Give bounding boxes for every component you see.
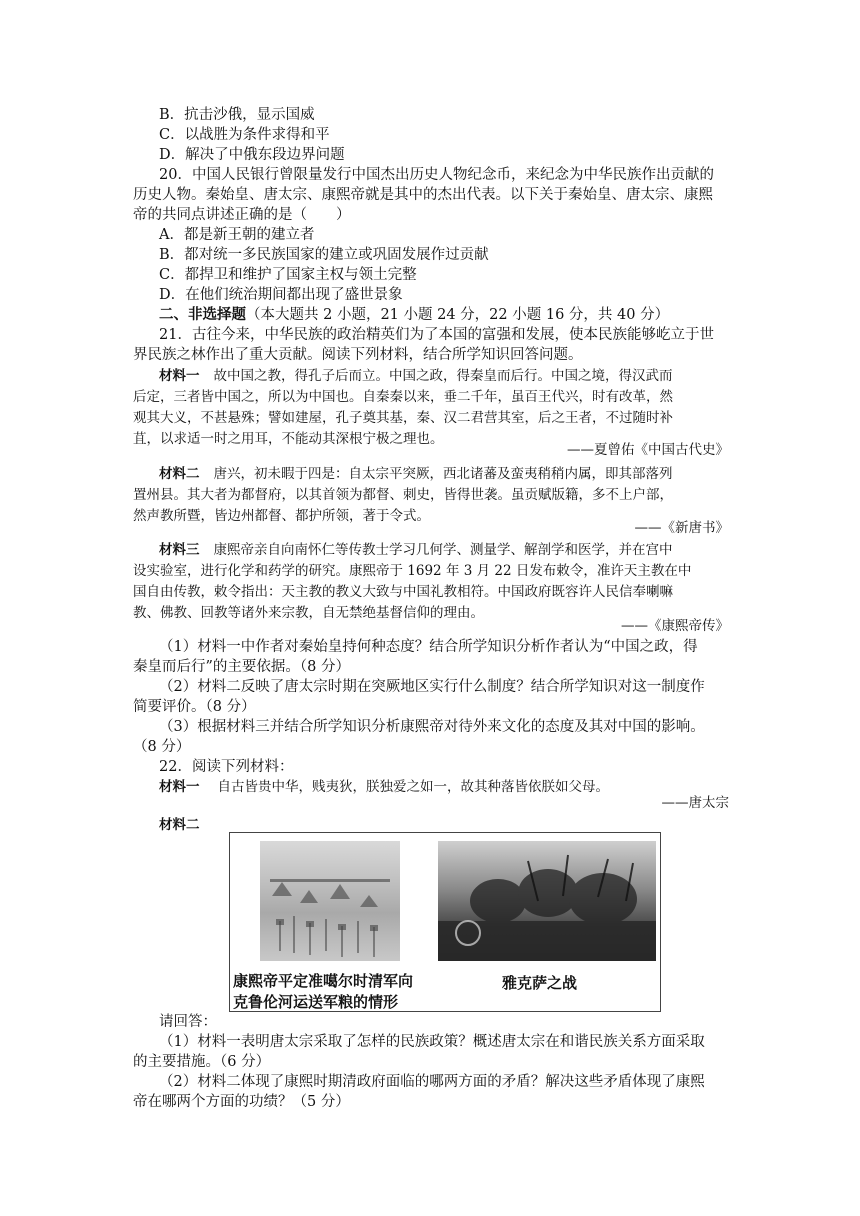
q21-material2-text: 然声教所暨，皆边州都督、都护所领，著于令式。 [133, 508, 430, 524]
q20-option-c: C．都捍卫和维护了国家主权与领土完整 [159, 267, 417, 283]
caption-grain-transport-line: 克鲁伦河运送军粮的情形 [233, 993, 399, 1011]
q21-question-1: 秦皇而后行”的主要依据。（8 分） [133, 659, 350, 675]
q20-option-a: A．都是新王朝的建立者 [159, 227, 315, 243]
q21-material2-label: 材料二 [159, 466, 200, 482]
q21-question-1: （1）材料一中作者对秦始皇持何种态度？结合所学知识分析作者认为“中国之政，得 [159, 639, 698, 655]
q21-stem-line: 界民族之林作出了重大贡献。阅读下列材料，结合所学知识回答问题。 [133, 347, 583, 363]
q21-material2-line [159, 464, 755, 484]
q22-question-1: （1）材料一表明唐太宗采取了怎样的民族政策？概述唐太宗在和谐民族关系方面采取 [159, 1034, 705, 1050]
q22-material1-source: ——唐太宗 [661, 795, 729, 811]
q20-option-b: B．都对统一多民族国家的建立或巩固发展作过贡献 [159, 247, 489, 263]
q21-question-2: 简要评价。（8 分） [133, 699, 256, 715]
q21-material1-source: ——夏曾佑《中国古代史》 [567, 442, 729, 458]
q21-material3-text: 国自由传教，敕令指出：天主教的教义大致与中国礼教相符。中国政府既容许人民信奉喇嘛 [133, 584, 673, 600]
q21-material3-source: ——《康熙帝传》 [621, 618, 729, 634]
section2-title: 二、非选择题 [159, 306, 246, 323]
q21-material2-text: 唐兴，初未暇于四是：自太宗平突厥，西北诸蕃及蛮夷稍稍内属，即其部落列 [213, 466, 673, 482]
q21-material1-text: 苴，以求适一时之用耳，不能动其深根宁极之理也。 [133, 431, 444, 447]
q21-material2-text: 置州县。其大者为都督府，以其首领为都督、刺史，皆得世袭。虽贡赋版籍，多不上户部， [133, 487, 673, 503]
q22-material2-figure [229, 832, 661, 1012]
q21-question-3: （8 分） [133, 739, 191, 755]
q21-material3-text: 康熙帝亲自向南怀仁等传教士学习几何学、测量学、解剖学和医学，并在宫中 [213, 542, 673, 558]
q22-question-2: （2）材料二体现了康熙时期清政府面临的哪两方面的矛盾？解决这些矛盾体现了康熙 [159, 1074, 705, 1090]
q21-material3-label: 材料三 [159, 542, 200, 558]
q21-material3-text: 设实验室，进行化学和药学的研究。康熙帝于 1692 年 3 月 22 日发布敕令，准许天主教在中 [133, 563, 692, 579]
q19-option-b: B．抗击沙俄，显示国威 [159, 107, 315, 123]
q20-stem-line: 历史人物。秦始皇、唐太宗、康熙帝就是其中的杰出代表。以下关于秦始皇、唐太宗、康熙 [133, 187, 713, 203]
q22-material2-label: 材料二 [159, 817, 200, 833]
q19-option-d: D．解决了中俄东段边界问题 [159, 147, 345, 163]
q20-stem-line: 20．中国人民银行曾限量发行中国杰出历史人物纪念币，来纪念为中华民族作出贡献的 [159, 167, 714, 183]
q21-material1-text: 观其大义，不甚悬殊；譬如建屋，孔子奠其基，秦、汉二君营其室，后之王者，不过随时补 [133, 410, 673, 426]
caption-yaksa-battle: 雅克萨之战 [502, 974, 578, 992]
q21-material1-label: 材料一 [159, 368, 200, 384]
q20-stem-line: 帝的共同点讲述正确的是（ ） [133, 207, 351, 223]
q21-material2-source: ——《新唐书》 [634, 520, 729, 536]
yaksa-battle-image [438, 841, 656, 961]
q22-prompt: 请回答： [159, 1014, 217, 1030]
q19-option-c: C．以战胜为条件求得和平 [159, 127, 330, 143]
kangxi-grain-transport-image [260, 841, 400, 961]
q22-question-2: 帝在哪两个方面的功绩？（5 分） [133, 1094, 350, 1110]
q21-material3-line [159, 540, 755, 560]
q20-option-d: D．在他们统治期间都出现了盛世景象 [159, 287, 403, 303]
q22-material1-text: 自古皆贵中华，贱夷狄，朕独爱之如一，故其种落皆依朕如父母。 [217, 779, 609, 795]
section2-desc: （本大题共 2 小题，21 小题 24 分，22 小题 16 分，共 40 分） [246, 307, 670, 323]
q21-material1-line [159, 366, 755, 386]
q21-material1-text: 后定，三者皆中国之，所以为中国也。自秦秦以来，垂二千年，虽百王代兴，时有改革，然 [133, 389, 673, 405]
section2-header [159, 305, 755, 325]
q21-material3-text: 教、佛教、回教等诸外来宗教，自无禁绝基督信仰的理由。 [133, 605, 484, 621]
q22-material1-label: 材料一 [159, 779, 200, 795]
q22-stem: 22．阅读下列材料： [159, 759, 294, 775]
q21-material1-text: 故中国之教，得孔子后而立。中国之政，得秦皇而后行。中国之境，得汉武而 [213, 368, 673, 384]
q21-question-3: （3）根据材料三并结合所学知识分析康熙帝对待外来文化的态度及其对中国的影响。 [159, 719, 705, 735]
q21-stem-line: 21．古往今来，中华民族的政治精英们为了本国的富强和发展，使本民族能够屹立于世 [159, 327, 714, 343]
q21-question-2: （2）材料二反映了唐太宗时期在突厥地区实行什么制度？结合所学知识对这一制度作 [159, 679, 705, 695]
q22-question-1: 的主要措施。（6 分） [133, 1054, 271, 1070]
caption-grain-transport-line: 康熙帝平定准噶尔时清军向 [233, 972, 414, 990]
